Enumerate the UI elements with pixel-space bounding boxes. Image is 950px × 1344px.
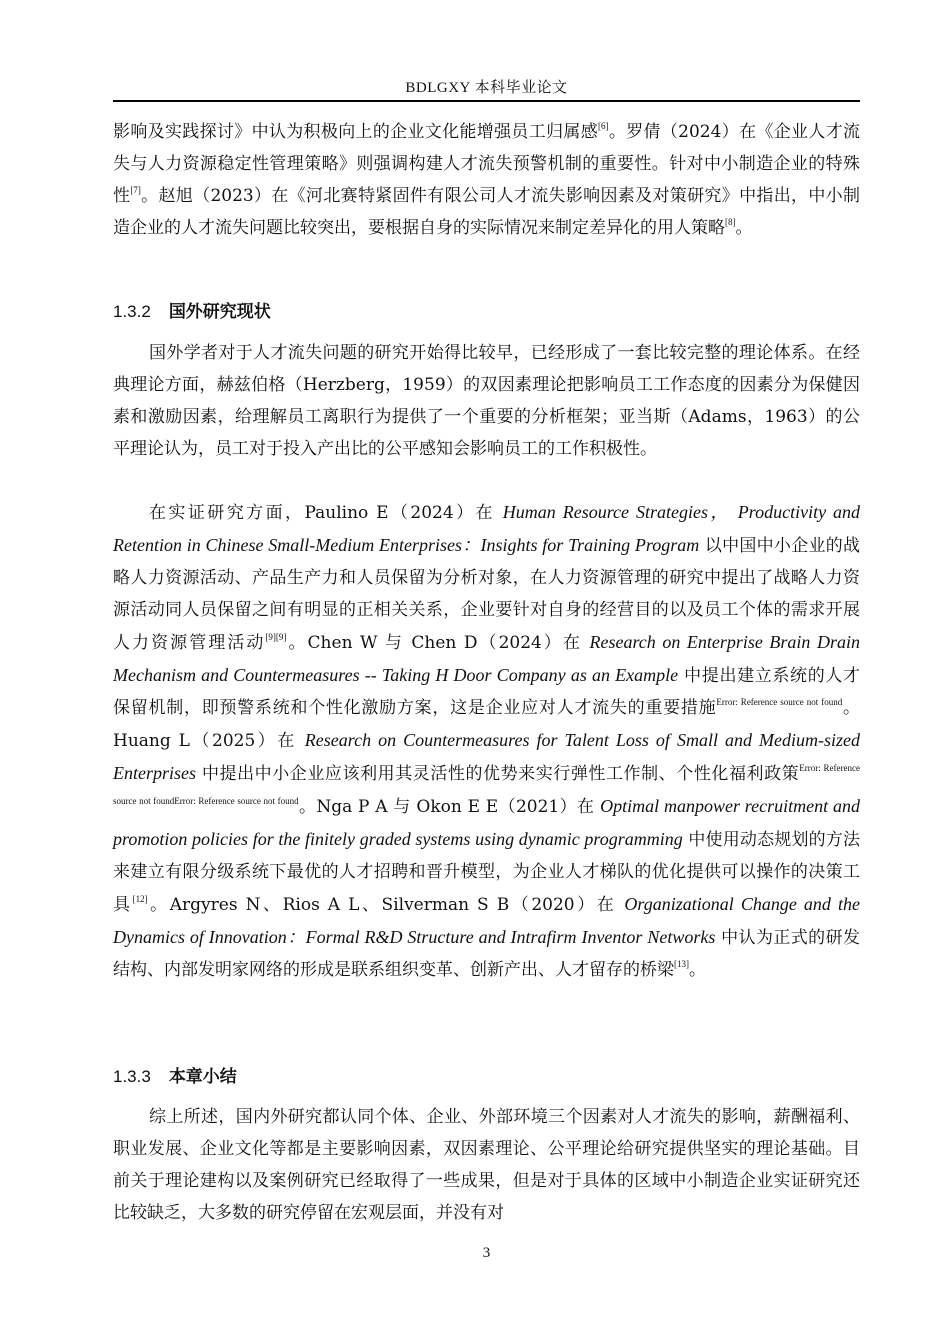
empirical-text-9: 。Argyres N、Rios A L、Silverman S B（2020）在 <box>147 895 625 915</box>
section-heading-1-3-3 <box>113 1062 237 1087</box>
empirical-text-8: 中使用动态规划的方法来建立有限分级系统下最优的人才招聘和晋升模型，为企业人才梯队的优化提供可以操作的决策工具 <box>113 830 860 915</box>
header-rule <box>113 100 860 102</box>
citation-error-2: Error: Reference source not foundError: Reference source not found <box>113 763 860 806</box>
section-title: 国外研究现状 <box>168 302 271 322</box>
empirical-text-11: 。 <box>689 960 706 980</box>
paper-title-argyres: Organizational Change and the Dynamics of Innovation：Formal R&D Structure and Intrafirm Inventor Networks <box>113 894 860 947</box>
empirical-text-3: 。Chen W 与 Chen D（2024）在 <box>286 633 590 653</box>
citation-12: [12] <box>132 894 148 904</box>
citation-error-1: Error: Reference source not found <box>716 697 843 707</box>
empirical-text-5: 。Huang L（2025）在 <box>113 698 861 751</box>
running-header: BDLGXY 本科毕业论文 <box>405 80 568 96</box>
intro-text-1: 影响及实践探讨》中认为积极向上的企业文化能增强员工归属感 <box>113 122 599 142</box>
citation-6: [6] <box>598 121 609 131</box>
intro-text-4: 。 <box>735 218 753 238</box>
section-title: 本章小结 <box>168 1067 237 1087</box>
citation-9: [9][9] <box>265 632 287 642</box>
paper-title-paulino: Human Resource Strategies， Productivity and Retention in Chinese Small-Medium Enterprises：Insights for Training Program <box>113 502 860 555</box>
empirical-text-6: 中提出中小企业应该利用其灵活性的优势来实行弹性工作制、个性化福利政策 <box>196 764 800 784</box>
empirical-text-10: 中认为正式的研发结构、内部发明家网络的形成是联系组织变革、创新产出、人才留存的桥梁 <box>113 928 860 980</box>
empirical-text-4: 中提出建立系统的人才保留机制，即预警系统和个性化激励方案，这是企业应对人才流失的重要措施 <box>113 666 860 718</box>
section-number: 1.3.3 <box>113 1067 151 1086</box>
paper-title-chen: Research on Enterprise Brain Drain Mechanism and Countermeasures -- Taking H Door Company as an Example <box>113 632 860 685</box>
citation-7: [7] <box>130 185 141 195</box>
intro-text-3: 。赵旭（2023）在《河北赛特紧固件有限公司人才流失影响因素及对策研究》中指出，中小制造企业的人才流失问题比较突出，要根据自身的实际情况来制定差异化的用人策略 <box>113 186 861 238</box>
citation-13: [13] <box>674 959 689 969</box>
section-heading-1-3-2 <box>113 297 271 322</box>
empirical-text-1: 在实证研究方面，Paulino E（2024）在 <box>149 503 503 523</box>
page-number: 3 <box>482 1245 491 1261</box>
intro-paragraph <box>113 116 860 244</box>
empirical-text-7: 。Nga P A 与 Okon E E（2021）在 <box>298 797 601 817</box>
section-number: 1.3.2 <box>113 302 151 321</box>
paper-title-nga: Optimal manpower recruitment and promotion policies for the finitely graded systems using dynamic programming <box>113 796 860 849</box>
empirical-paragraph <box>113 496 860 986</box>
intro-text-2: 。罗倩（2024）在《企业人才流失与人力资源稳定性管理策略》则强调构建人才流失预警机制的重要性。针对中小制造企业的特殊性 <box>113 122 861 206</box>
summary-paragraph: 综上所述，国内外研究都认同个体、企业、外部环境三个因素对人才流失的影响，薪酬福利、职业发展、企业文化等都是主要影响因素，双因素理论、公平理论给研究提供坚实的理论基础。目前关于理论建构以及案例研究已经取得了一些成果，但是对于具体的区域中小制造企业实证研究还比较缺乏，大多数的研究停留在宏观层面，并没有对 <box>113 1107 860 1223</box>
empirical-text-2: 以中国中小企业的战略人力资源活动、产品生产力和人员保留为分析对象，在人力资源管理的研究中提出了战略人力资源活动同人员保留之间有明显的正相关关系，企业要针对自身的经营目的以及员工个体的需求开展人力资源管理活动 <box>113 536 860 653</box>
theory-paragraph: 国外学者对于人才流失问题的研究开始得比较早，已经形成了一套比较完整的理论体系。在经典理论方面，赫兹伯格（Herzberg，1959）的双因素理论把影响员工工作态度的因素分为保健因素和激励因素，给理解员工离职行为提供了一个重要的分析框架；亚当斯（Adams，1963）的公平理论认为，员工对于投入产出比的公平感知会影响员工的工作积极性。 <box>113 343 860 459</box>
citation-8: [8] <box>725 217 736 227</box>
paper-title-huang: Research on Countermeasures for Talent Loss of Small and Medium-sized Enterprises <box>113 730 860 783</box>
